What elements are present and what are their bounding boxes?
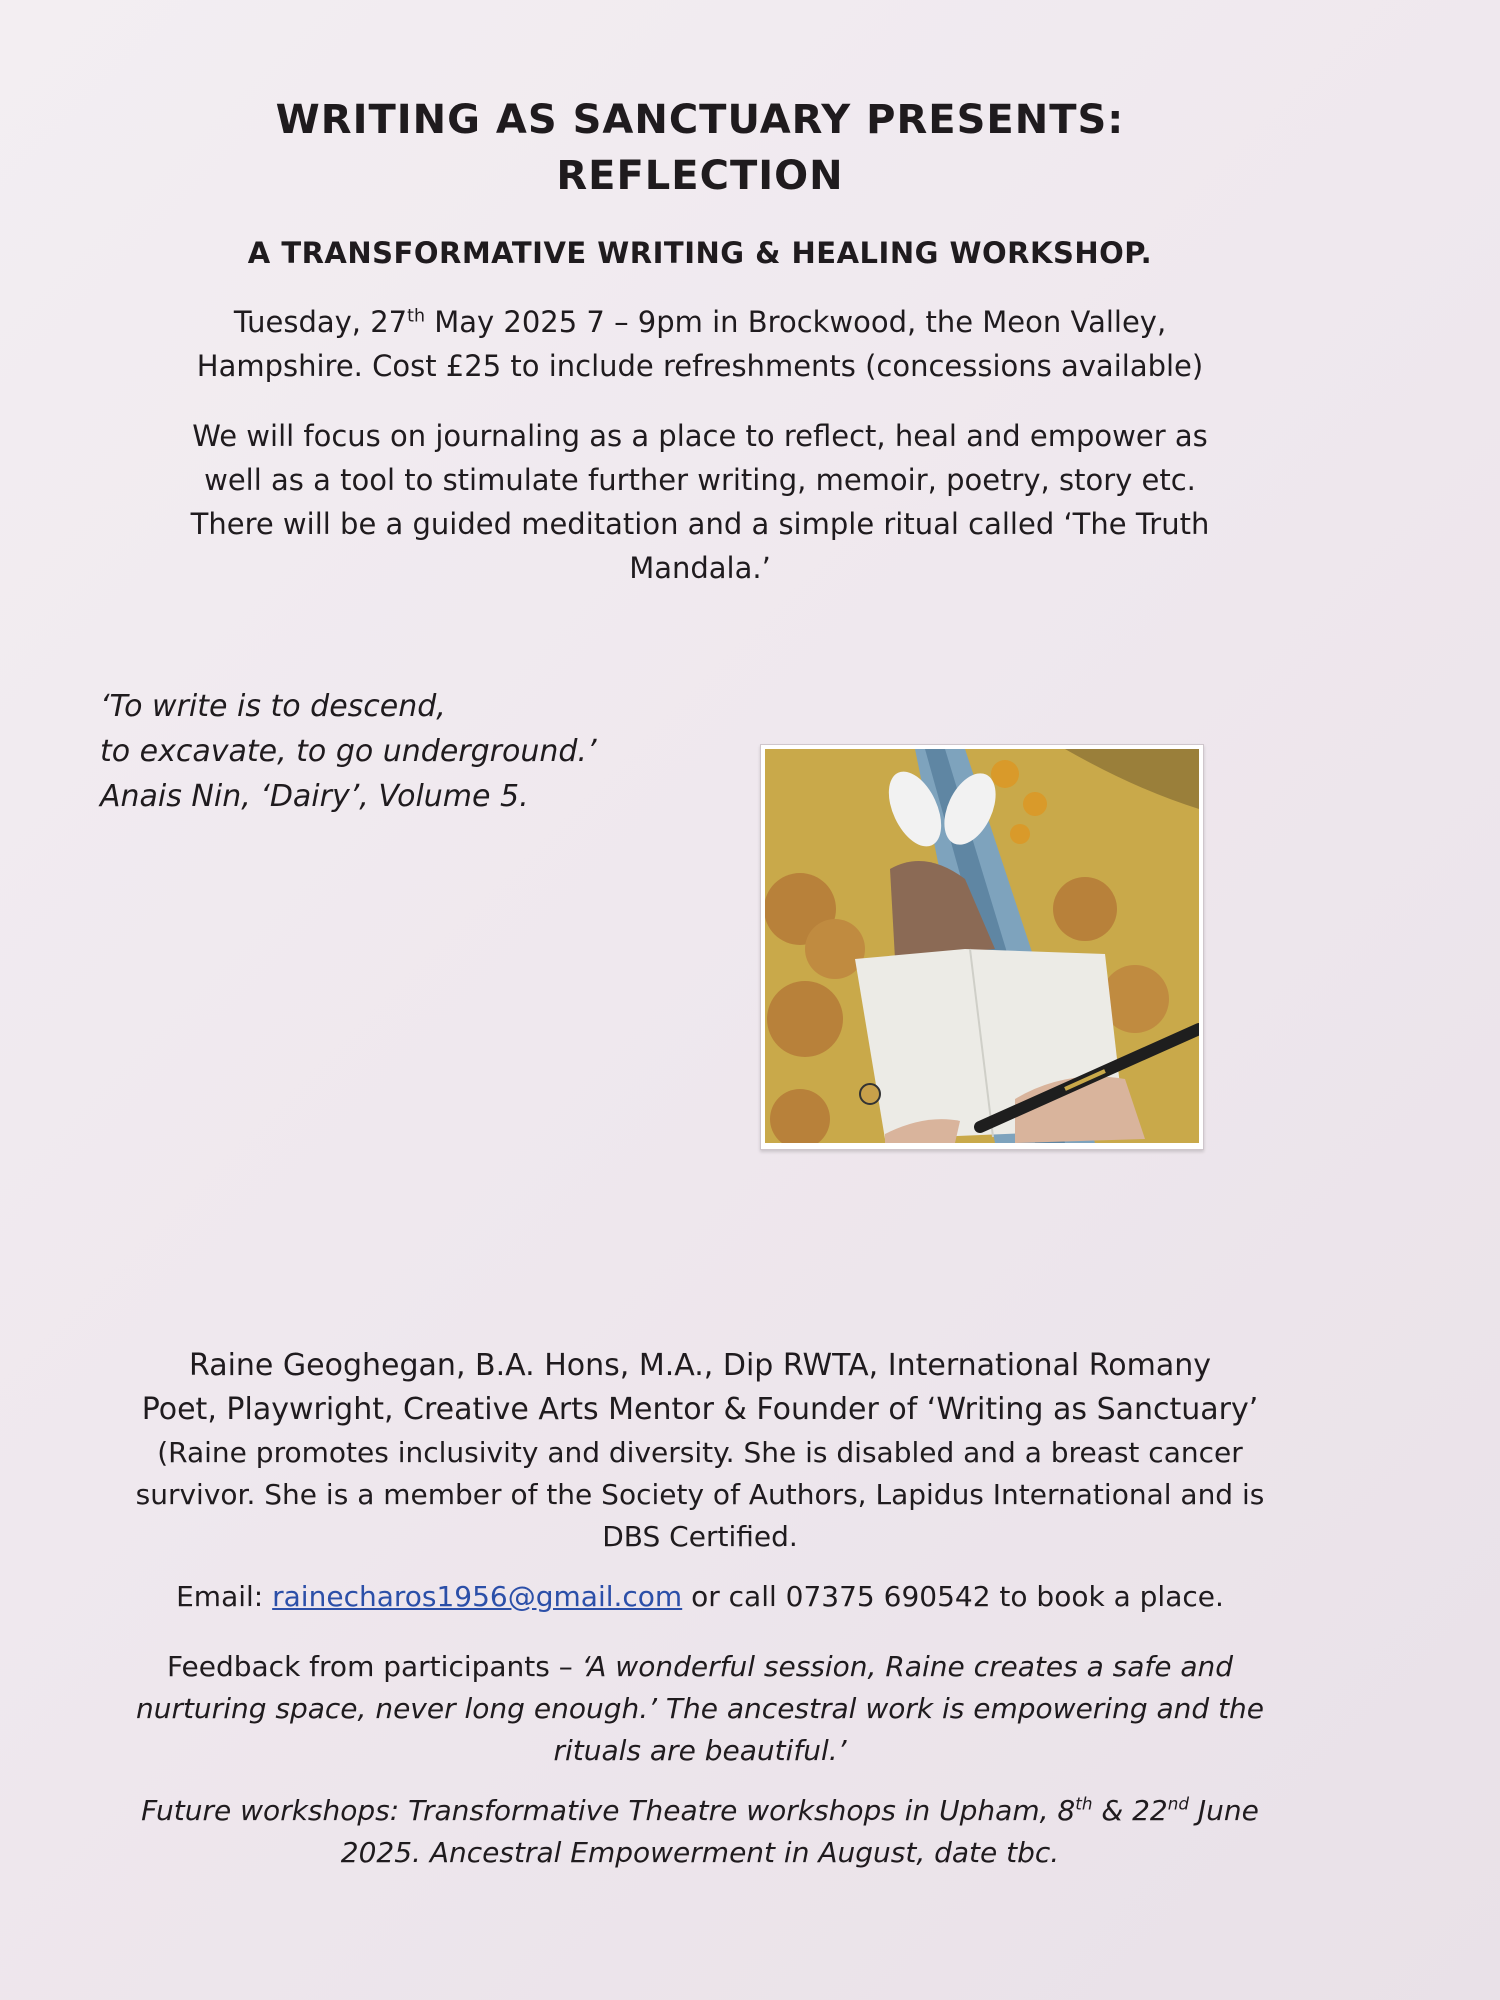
feedback-line-3: rituals are beautiful.’	[553, 1734, 847, 1767]
future-workshops	[110, 1790, 1290, 1874]
contact-line	[110, 1580, 1290, 1613]
phone-booking: or call 07375 690542 to book a place.	[682, 1580, 1224, 1613]
future-sup-1: th	[1075, 1793, 1093, 1814]
future-text-a: Future workshops: Transformative Theatre workshops in Upham, 8	[141, 1794, 1076, 1827]
bio-line-3: (Raine promotes inclusivity and diversity. She is disabled and a breast cancer	[157, 1436, 1243, 1469]
participant-feedback	[110, 1646, 1290, 1772]
bio-line-2: Poet, Playwright, Creative Arts Mentor & Founder of ‘Writing as Sanctuary’	[141, 1392, 1259, 1427]
email-label: Email:	[176, 1580, 273, 1613]
bio-line-4: survivor. She is a member of the Society of Authors, Lapidus International and is	[135, 1478, 1265, 1511]
event-time-place: May 2025 7 – 9pm in Brockwood, the Meon Valley,	[424, 305, 1167, 339]
event-day-suffix: th	[407, 306, 425, 327]
future-sup-2: nd	[1167, 1793, 1190, 1814]
future-text-c: June	[1189, 1794, 1259, 1827]
feedback-line-2: nurturing space, never long enough.’ The ancestral work is empowering and the	[135, 1692, 1265, 1725]
bio-line-1: Raine Geoghegan, B.A. Hons, M.A., Dip RWTA, International Romany	[189, 1348, 1211, 1383]
event-details	[110, 300, 1290, 388]
title-line-1: WRITING AS SANCTUARY PRESENTS:	[275, 97, 1125, 143]
quote-line-2: to excavate, to go underground.’	[100, 734, 597, 769]
future-line-1	[110, 1790, 1290, 1832]
quote-attribution: Anais Nin, ‘Dairy’, Volume 5.	[100, 779, 529, 814]
feedback-line-1	[110, 1646, 1290, 1688]
email-link[interactable]: rainecharos1956@gmail.com	[272, 1580, 683, 1613]
feedback-label: Feedback from participants –	[166, 1650, 582, 1683]
anais-nin-quote	[100, 684, 597, 819]
event-line-1	[110, 300, 1290, 344]
facilitator-bio	[110, 1344, 1290, 1558]
workshop-description	[110, 414, 1290, 590]
event-day: Tuesday, 27	[233, 305, 408, 339]
description-line-1: We will focus on journaling as a place to reflect, heal and empower as	[192, 419, 1208, 453]
future-line-2: 2025. Ancestral Empowerment in August, date tbc.	[340, 1836, 1060, 1869]
description-line-2: well as a tool to stimulate further writing, memoir, poetry, story etc.	[204, 463, 1196, 497]
quote-line-1: ‘To write is to descend,	[100, 689, 446, 724]
bio-line-5: DBS Certified.	[602, 1520, 798, 1553]
event-line-2: Hampshire. Cost £25 to include refreshments (concessions available)	[196, 349, 1204, 383]
flyer-title	[110, 92, 1290, 204]
workshop-subtitle: A TRANSFORMATIVE WRITING & HEALING WORKSHOP.	[247, 236, 1153, 270]
journaling-illustration-image	[765, 749, 1199, 1143]
feedback-quote-start: ‘A wonderful session, Raine creates a safe and	[581, 1650, 1234, 1683]
title-line-2: REFLECTION	[556, 153, 844, 199]
journaling-illustration	[760, 744, 1204, 1150]
description-line-4: Mandala.’	[629, 551, 771, 585]
description-line-3: There will be a guided meditation and a simple ritual called ‘The Truth	[190, 507, 1210, 541]
future-text-b: & 22	[1092, 1794, 1168, 1827]
